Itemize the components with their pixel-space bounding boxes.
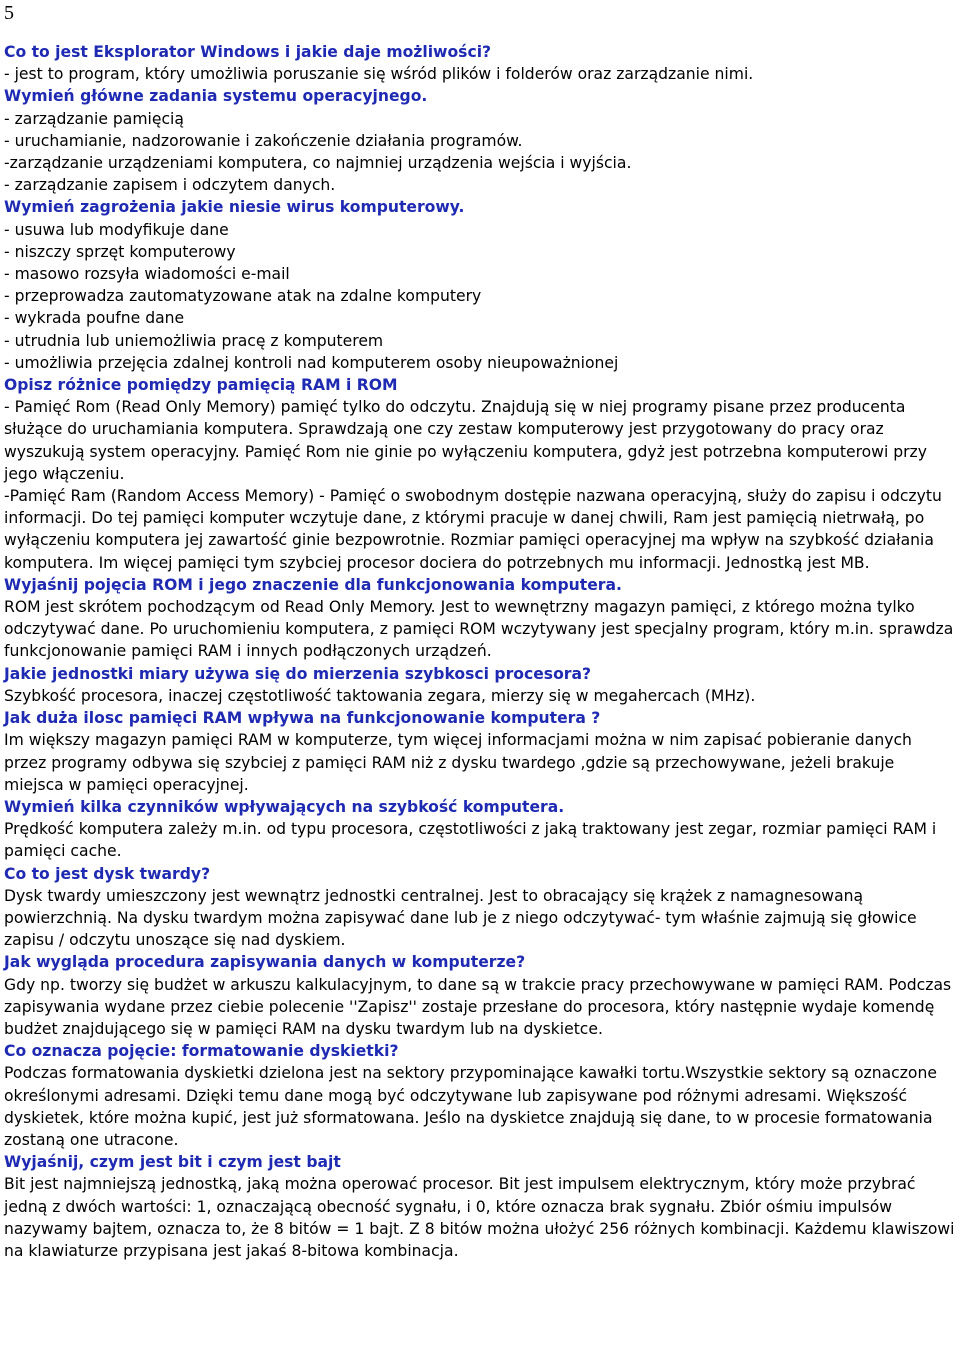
section-answer-paragraph: Szybkość procesora, inaczej częstotliwość taktowania zegara, mierzy się w megahercach (MHz). [4, 686, 756, 705]
page-number: 5 [4, 2, 14, 24]
section-answer-paragraph: Im większy magazyn pamięci RAM w komputerze, tym więcej informacjami można w nim zapisać pobieranie danych przez programy odbywa się szybciej z pamięci RAM niż z dysku twardego ,gdzie są przechowywane, jeżeli brakuje miejsca w pamięci operacyjnej. [4, 731, 912, 794]
section-question: Opisz różnice pomiędzy pamięcią RAM i ROM [4, 376, 398, 395]
section-question: Jakie jednostki miary używa się do mierzenia szybkosci procesora? [4, 664, 592, 683]
section-answer-paragraph: Dysk twardy umieszczony jest wewnątrz jednostki centralnej. Jest to obracający się krążek z namagnesowaną powierzchnią. Na dysku twardym można zapisywać dane lub je z niego odczytywać- tym właśnie zajmują się głowice zapisu / odczytu unoszące się nad dyskiem. [4, 886, 917, 950]
section-question: Wymień główne zadania systemu operacyjnego. [4, 87, 428, 106]
section-answer-paragraph: - niszczy sprzęt komputerowy [4, 242, 236, 261]
section-answer-paragraph: - zarządzanie zapisem i odczytem danych. [4, 176, 336, 195]
section-question: Wyjaśnij, czym jest bit i czym jest bajt [4, 1153, 341, 1172]
section-answer-paragraph: - przeprowadza zautomatyzowane atak na zdalne komputery [4, 287, 482, 306]
section-answer-paragraph: - wykrada poufne dane [4, 309, 185, 328]
section-question: Jak wygląda procedura zapisywania danych w komputerze? [4, 953, 526, 972]
section-answer-paragraph: - jest to program, który umożliwia poruszanie się wśród plików i folderów oraz zarządzanie nimi. [4, 65, 754, 84]
section-answer-paragraph: Gdy np. tworzy się budżet w arkuszu kalkulacyjnym, to dane są w trakcie pracy przechowywane w pamięci RAM. Podczas zapisywania wydane przez ciebie polecenie ''Zapisz'' zostaje przesłane do procesora, który następnie wydaje komendę budżet znajdującego się w pamięci RAM na dysku twardym lub na dyskietce. [4, 975, 952, 1038]
section-answer-paragraph: Prędkość komputera zależy m.in. od typu procesora, częstotliwości z jaką traktowany jest zegar, rozmiar pamięci RAM i pamięci cache. [4, 820, 937, 861]
section-answer-paragraph: - utrudnia lub uniemożliwia pracę z komputerem [4, 331, 384, 350]
section-answer-paragraph: Bit jest najmniejszą jednostką, jaką można operować procesor. Bit jest impulsem elektrycznym, który może przybrać jedną z dwóch wartości: 1, oznaczającą obecność sygnału, i 0, które oznacza brak sygnału. Zbiór ośmiu impulsów nazywamy bajtem, oznacza to, że 8 bitów = 1 bajt. Z 8 bitów można ułożyć 256 różnych kombinacji. Każdemu klawiszowi na klawiaturze przypisana jest jakaś 8-bitowa kombinacja. [4, 1175, 955, 1260]
section-answer-paragraph: - zarządzanie pamięcią [4, 109, 184, 128]
section-answer-paragraph: ROM jest skrótem pochodzącym od Read Only Memory. Jest to wewnętrzny magazyn pamięci, z którego można tylko odczytywać dane. Po uruchomieniu komputera, z pamięci ROM wczytywany jest specjalny program, który m.in. sprawdza funkcjonowanie pamięci RAM i innych podłączonych urządzeń. [4, 598, 954, 661]
section-question: Wymień zagrożenia jakie niesie wirus komputerowy. [4, 198, 465, 217]
section-answer-paragraph: - Pamięć Rom (Read Only Memory) pamięć tylko do odczytu. Znajdują się w niej programy pisane przez producenta służące do uruchamiania komputera. Sprawdzają one czy zestaw komputerowy jest przygotowany do pracy oraz wyszukują system operacyjny. Pamięć Rom nie ginie po wyłączeniu komputera, gdyż jest potrzebna komputerowi przy jego włączeniu. [4, 398, 927, 483]
section-answer-paragraph: Podczas formatowania dyskietki dzielona jest na sektory przypominające kawałki tortu.Wszystkie sektory są oznaczone określonymi adresami. Dzięki temu dane mogą być odczytywane lub zapisywane pod różnymi adresami. Większość dyskietek, które można kupić, jest już sformatowana. Jeślo na dyskietce znajdują się dane, to w procesie formatowania zostaną one utracone. [4, 1064, 937, 1149]
section-question: Wyjaśnij pojęcia ROM i jego znaczenie dla funkcjonowania komputera. [4, 575, 622, 594]
section-question: Co oznacza pojęcie: formatowanie dyskietki? [4, 1042, 399, 1061]
section-answer-paragraph: - masowo rozsyła wiadomości e-mail [4, 265, 290, 284]
section-answer-paragraph: - usuwa lub modyfikuje dane [4, 220, 229, 239]
section-answer-paragraph: - umożliwia przejęcia zdalnej kontroli nad komputerem osoby nieupoważnionej [4, 353, 619, 372]
section-answer-paragraph: -zarządzanie urządzeniami komputera, co najmniej urządzenia wejścia i wyjścia. [4, 154, 632, 173]
section-answer-paragraph: -Pamięć Ram (Random Access Memory) - Pamięć o swobodnym dostępie nazwana operacyjną, służy do zapisu i odczytu informacji. Do tej pamięci komputer wczytuje dane, z którymi pracuje w danej chwili, Ram jest pamięcią nietrwałą, po wyłączeniu komputera jej zawartość ginie bezpowrotnie. Rozmiar pamięci operacyjnej ma wpływ na szybkość działania komputera. Im więcej pamięci tym szybciej procesor dociera do potrzebnych mu informacji. Jednostką jest MB. [4, 487, 942, 572]
section-answer-paragraph: - uruchamianie, nadzorowanie i zakończenie działania programów. [4, 131, 523, 150]
document-body [4, 41, 958, 1262]
section-question: Co to jest Eksplorator Windows i jakie daje możliwości? [4, 43, 492, 61]
section-question: Co to jest dysk twardy? [4, 864, 211, 883]
section-question: Jak duża ilosc pamięci RAM wpływa na funkcjonowanie komputera ? [4, 709, 601, 728]
section-question: Wymień kilka czynników wpływających na szybkość komputera. [4, 797, 565, 816]
